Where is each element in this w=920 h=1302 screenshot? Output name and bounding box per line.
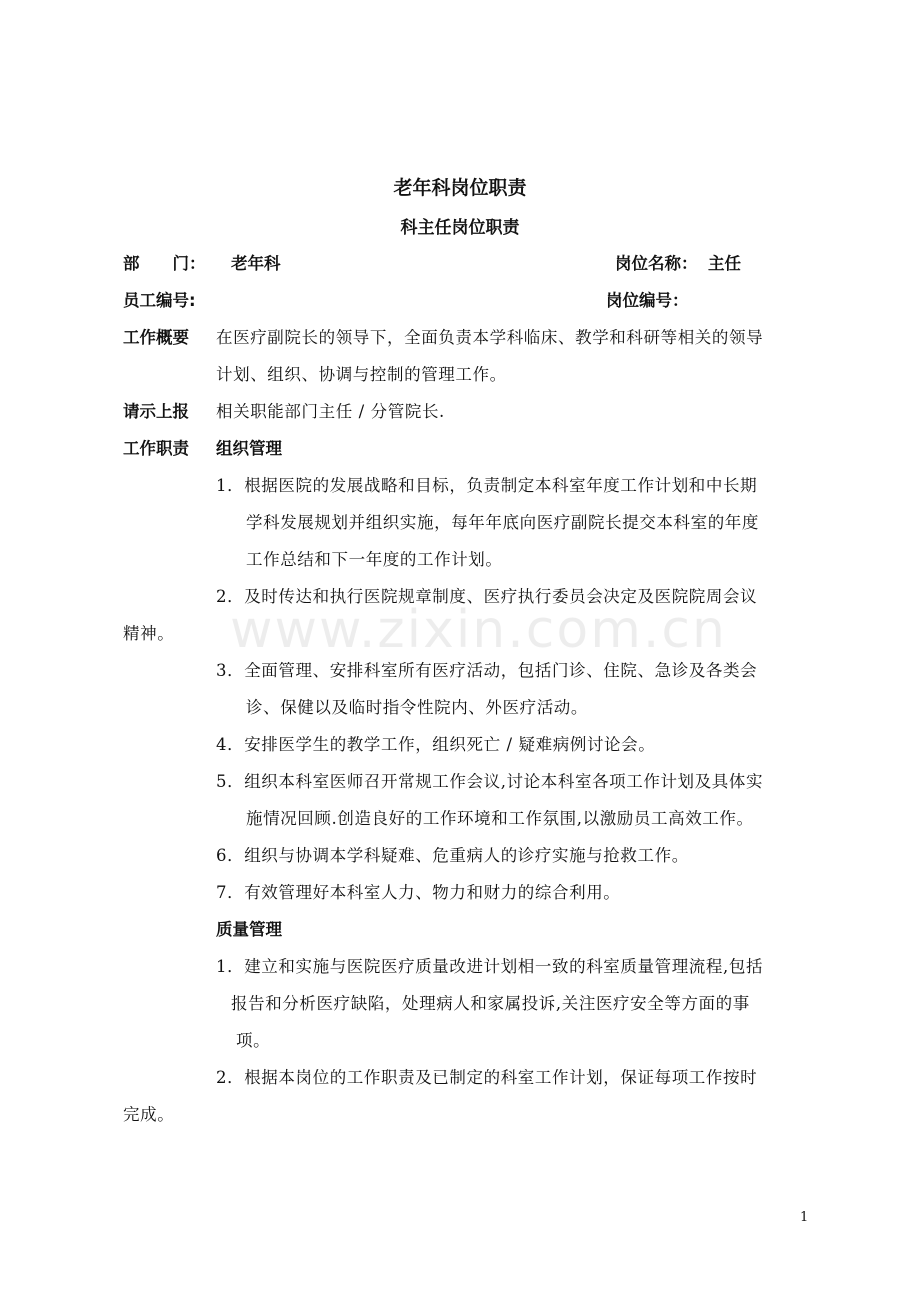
org-item-4-line-1: 4．安排医学生的教学工作，组织死亡 / 疑难病例讨论会。 — [216, 735, 656, 754]
report-label: 请示上报 — [123, 402, 189, 421]
employee-no-label: 员工编号: — [123, 291, 196, 310]
overview-line-2: 计划、组织、协调与控制的管理工作。 — [216, 365, 507, 384]
org-item-7-line-1: 7．有效管理好本科室人力、物力和财力的综合利用。 — [216, 883, 621, 902]
quality-heading: 质量管理 — [216, 920, 282, 939]
org-item-3-line-1: 3．全面管理、安排科室所有医疗活动，包括门诊、住院、急诊及各类会 — [216, 661, 758, 680]
quality-item-1-line-3: 项。 — [236, 1031, 271, 1050]
document-subtitle: 科主任岗位职责 — [400, 218, 520, 238]
org-item-1-line-3: 工作总结和下一年度的工作计划。 — [246, 550, 503, 569]
quality-item-2-line-1: 2．根据本岗位的工作职责及已制定的科室工作计划，保证每项工作按时 — [216, 1068, 758, 1087]
org-item-5-line-1: 5．组织本科室医师召开常规工作会议,讨论本科室各项工作计划及具体实 — [216, 772, 764, 791]
position-name-value: 主任 — [708, 254, 741, 273]
position-name-label: 岗位名称： — [615, 254, 698, 273]
duties-label: 工作职责 — [123, 439, 189, 458]
org-item-2-line-2: 精神。 — [123, 624, 175, 643]
page-number: 1 — [800, 1210, 809, 1225]
org-item-1-line-2: 学科发展规划并组织实施，每年年底向医疗副院长提交本科室的年度 — [246, 513, 759, 532]
quality-item-1-line-1: 1．建立和实施与医院医疗质量改进计划相一致的科室质量管理流程,包括 — [216, 957, 764, 976]
dept-label: 部 门： — [123, 254, 206, 273]
quality-item-1-line-2: 报告和分析医疗缺陷，处理病人和家属投诉,关注医疗安全等方面的事 — [231, 994, 750, 1013]
position-no-label: 岗位编号： — [606, 291, 689, 310]
document-title: 老年科岗位职责 — [393, 177, 527, 199]
org-item-6-line-1: 6．组织与协调本学科疑难、危重病人的诊疗实施与抢救工作。 — [216, 846, 689, 865]
org-item-1-line-1: 1．根据医院的发展战略和目标，负责制定本科室年度工作计划和中长期 — [216, 476, 758, 495]
overview-label: 工作概要 — [123, 328, 189, 347]
watermark: www.zixin.com.cn — [230, 600, 727, 660]
org-item-5-line-2: 施情况回顾.创造良好的工作环境和工作氛围,以激励员工高效工作。 — [246, 809, 754, 828]
org-item-2-line-1: 2．及时传达和执行医院规章制度、医疗执行委员会决定及医院院周会议 — [216, 587, 758, 606]
overview-line-1: 在医疗副院长的领导下，全面负责本学科临床、教学和科研等相关的领导 — [216, 328, 764, 347]
org-item-3-line-2: 诊、保健以及临时指令性院内、外医疗活动。 — [246, 698, 588, 717]
report-value: 相关职能部门主任 / 分管院长. — [216, 402, 445, 421]
quality-item-2-line-2: 完成。 — [123, 1105, 175, 1124]
org-heading: 组织管理 — [216, 439, 282, 458]
dept-value: 老年科 — [231, 254, 281, 273]
